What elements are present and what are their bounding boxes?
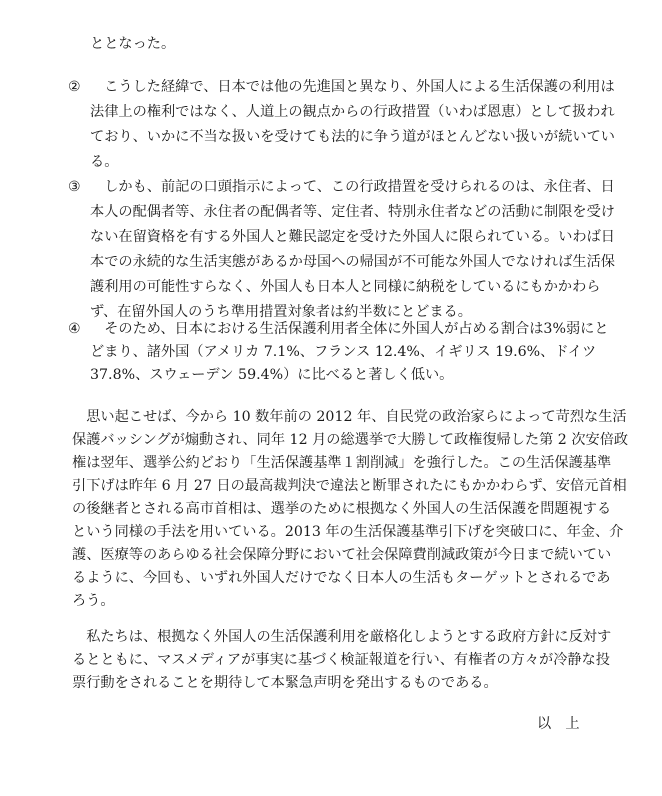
item-line: ととなった。: [90, 36, 176, 52]
item-line: こうした経緯で、日本では他の先進国と異なり、外国人による生活保護の利用は: [90, 79, 615, 95]
item-number: ③: [68, 179, 81, 195]
closing-mark: 以 上: [537, 716, 580, 732]
item-line: どまり、諸外国（アメリカ 7.1%、フランス 12.4%、イギリス 19.6%、ドイツ: [90, 344, 597, 360]
body-line: るとともに、マスメディアが事実に基づく検証報道を行い、有権者の方々が冷静な投: [72, 652, 610, 668]
body-line: の後継者とされる高市首相は、選挙のために根拠なく外国人の生活保護を問題視する: [72, 501, 612, 517]
item-line: 本人の配偶者等、永住者の配偶者等、定住者、特別永住者などの活動に制限を受け: [90, 204, 615, 220]
body-line: 護、医療等のあらゆる社会保障分野において社会保障費削減政策が今日まで続いてい: [72, 547, 612, 563]
item-line: ており、いかに不当な扱いを受けても法的に争う道がほとんどない扱いが続いてい: [90, 129, 615, 145]
item-number: ②: [68, 79, 81, 95]
body-line: 思い起こせば、今から 10 数年前の 2012 年、自民党の政治家らによって苛烈な生活: [72, 409, 627, 425]
item-line: ない在留資格を有する外国人と難民認定を受けた外国人に限られている。いわば日: [90, 229, 615, 245]
item-line: 法律上の権利ではなく、人道上の観点からの行政措置（いわば恩恵）として扱われ: [90, 104, 615, 120]
body-line: ろう。: [72, 593, 115, 609]
item-line: 37.8%、スウェーデン 59.4%）に比べると著しく低い。: [90, 367, 454, 383]
body-line: 権は翌年、選挙公約どおり「生活保護基準１割削減」を強行した。この生活保護基準: [72, 455, 612, 471]
item-line: そのため、日本における生活保護利用者全体に外国人が占める割合は3%弱にと: [90, 321, 609, 337]
body-line: という同様の手法を用いている。2013 年の生活保護基準引下げを突破口に、年金、介: [72, 524, 624, 540]
item-line: 本での永続的な生活実態があるか母国への帰国が不可能な外国人でなければ生活保: [90, 254, 615, 270]
body-line: 引下げは昨年 6 月 27 日の最高裁判決で違法と断罪されたにもかかわらず、安倍元首相: [72, 478, 627, 494]
item-line: ず、在留外国人のうち準用措置対象者は約半数にとどまる。: [90, 304, 472, 320]
item-number: ④: [68, 321, 81, 337]
body-line: 私たちは、根拠なく外国人の生活保護利用を厳格化しようとする政府方針に反対す: [72, 629, 612, 645]
item-line: 護利用の可能性すらなく、外国人も日本人と同様に納税をしているにもかかわら: [90, 279, 601, 295]
body-line: 票行動をされることを期待して本緊急声明を発出するものである。: [72, 675, 498, 691]
item-line: る。: [90, 154, 119, 170]
body-line: るように、今回も、いずれ外国人だけでなく日本人の生活もターゲットとされるであ: [72, 570, 611, 586]
item-line: しかも、前記の口頭指示によって、この行政措置を受けられるのは、永住者、日: [90, 179, 615, 195]
body-line: 保護バッシングが煽動され、同年 12 月の総選挙で大勝して政権復帰した第 2 次安倍政: [72, 432, 629, 448]
